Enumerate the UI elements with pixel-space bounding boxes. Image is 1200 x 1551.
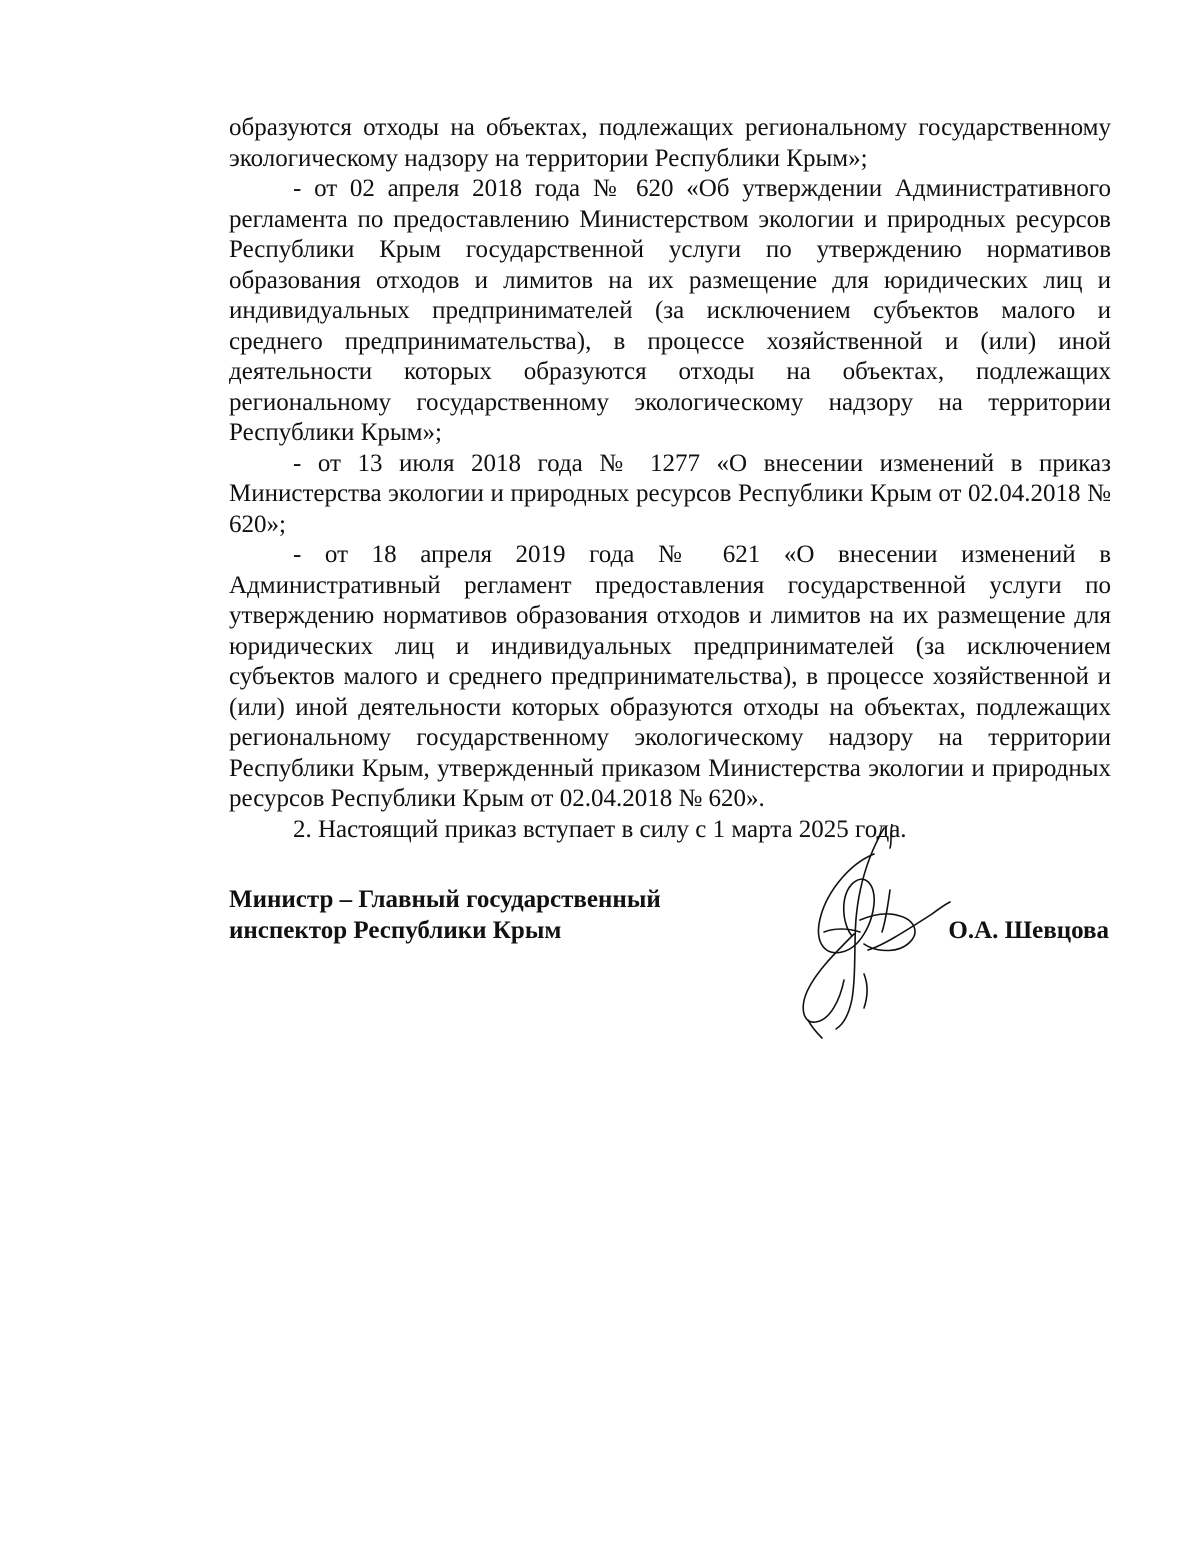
- signature-block: [229, 884, 1111, 1044]
- paragraph-order-1277: - от 13 июля 2018 года № 1277 «О внесении изменений в приказ Министерства экологии и природных ресурсов Республики Крым от 02.04.2018 № 620»;: [229, 449, 1111, 538]
- paragraph-order-621: - от 18 апреля 2019 года № 621 «О внесении изменений в Административный регламент предоставления государственной услуги по утверждению нормативов образования отходов и лимитов на их размещение для юридических лиц и индивидуальных предпринимателей (за исключением субъектов малого и среднего предпринимательства), в процессе хозяйственной и (или) иной деятельности которых образуются отходы на объектах, подлежащих региональному государственному экологическому надзору на территории Республики Крым, утвержденный приказом Министерства экологии и природных ресурсов Республики Крым от 02.04.2018 № 620».: [229, 541, 1111, 812]
- document-body: [229, 113, 1111, 845]
- signer-title: Министр – Главный государственный инспектор Республики Крым: [229, 886, 661, 944]
- paragraph-order-620: - от 02 апреля 2018 года № 620 «Об утверждении Административного регламента по предоставлению Министерством экологии и природных ресурсов Республики Крым государственной услуги по утверждению нормативов образования отходов и лимитов на их размещение для юридических лиц и индивидуальных предпринимателей (за исключением субъектов малого и среднего предпринимательства), в процессе хозяйственной и (или) иной деятельности которых образуются отходы на объектах, подлежащих региональному государственному экологическому надзору на территории Республики Крым»;: [229, 175, 1111, 446]
- paragraph-effective-date: 2. Настоящий приказ вступает в силу с 1 марта 2025 года.: [293, 815, 907, 843]
- paragraph-continuation: образуются отходы на объектах, подлежащих региональному государственному экологическому надзору на территории Республики Крым»;: [229, 114, 1111, 172]
- handwritten-signature: [764, 824, 964, 1044]
- signer-name: О.А. Шевцова: [948, 917, 1109, 944]
